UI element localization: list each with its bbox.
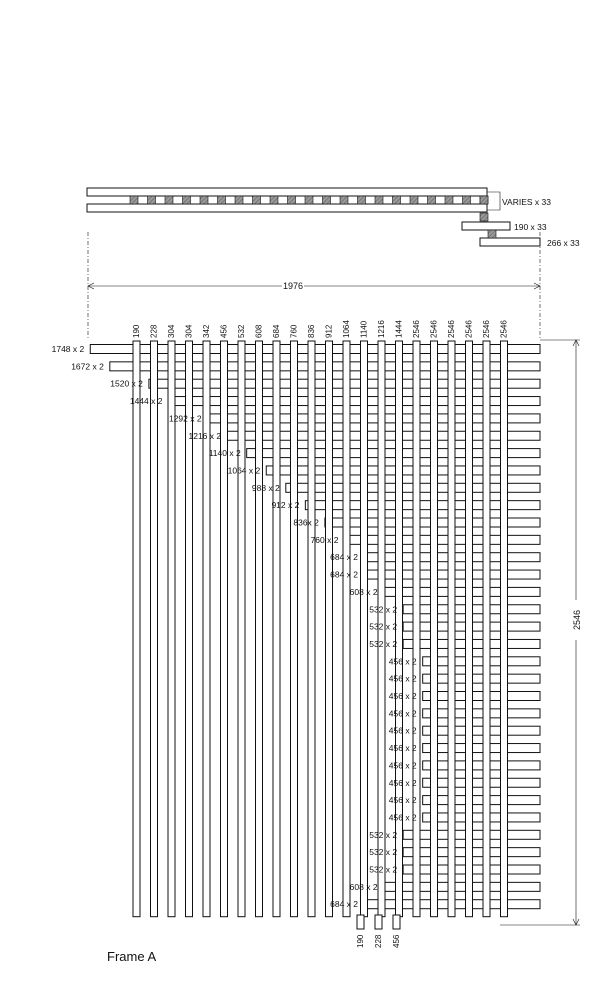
bottom-member (357, 915, 364, 929)
column-labels-top (132, 320, 509, 338)
row-label: 532 x 2 (369, 864, 398, 875)
top-spacer-block (358, 196, 366, 204)
column-label-top: 342 (202, 324, 211, 338)
row-label: 456 x 2 (388, 656, 417, 667)
row-label: 532 x 2 (369, 638, 398, 649)
row-label: 1064 x 2 (227, 465, 261, 476)
row-label: 456 x 2 (388, 708, 417, 719)
bottom-member (393, 915, 400, 929)
top-spacer-block (480, 196, 488, 204)
row-label: 456 x 2 (388, 673, 417, 684)
row-bar (423, 761, 540, 770)
height-dim-label: 2546 (572, 609, 582, 631)
vertical-member (413, 341, 420, 917)
row-label: 532 x 2 (369, 847, 398, 858)
row-bar (344, 535, 540, 544)
row-bar (423, 692, 540, 701)
column-label-top: 1064 (342, 320, 351, 338)
row-label: 684 x 2 (330, 552, 359, 563)
vertical-member (448, 341, 455, 917)
vertical-member (343, 341, 350, 917)
top-spacer-blocks (130, 196, 488, 204)
vertical-member (203, 341, 210, 917)
row-label: 684 x 2 (330, 569, 359, 580)
top-spacer-block (288, 196, 296, 204)
row-label: 1216 x 2 (188, 430, 222, 441)
vertical-member (291, 341, 298, 917)
column-label-top: 2546 (429, 320, 439, 338)
row-bar (423, 674, 540, 683)
vertical-member (238, 341, 245, 917)
step-label-190: 190 x 33 (514, 222, 547, 232)
row-label: 1140 x 2 (208, 448, 241, 459)
column-label-top: 532 (237, 324, 246, 338)
row-label: 760 x 2 (310, 534, 339, 545)
step-block-266 (488, 230, 496, 238)
row-label: 456 x 2 (388, 777, 417, 788)
row-label: 1520 x 2 (110, 378, 143, 389)
row-label: 532 x 2 (369, 829, 398, 840)
column-label-bottom: 456 (392, 934, 401, 948)
column-labels-bottom (356, 915, 401, 948)
row-label: 1444 x 2 (129, 396, 163, 407)
top-beam-lower (87, 204, 487, 212)
row-label: 1672 x 2 (71, 361, 104, 372)
top-spacer-block (235, 196, 243, 204)
row-bar (423, 657, 540, 666)
row-bar (423, 709, 540, 718)
row-bar (423, 813, 540, 822)
row-label: 456 x 2 (388, 743, 417, 754)
vertical-member (256, 341, 263, 917)
top-spacer-block (270, 196, 278, 204)
row-label: 456 x 2 (388, 760, 417, 771)
top-spacer-block (148, 196, 156, 204)
column-label-bottom: 228 (374, 934, 383, 948)
row-label: 608 x 2 (349, 881, 378, 892)
column-label-top: 608 (254, 324, 264, 338)
column-label-top: 228 (149, 324, 159, 338)
vertical-member (326, 341, 333, 917)
top-spacer-block (305, 196, 313, 204)
column-label-top: 456 (219, 324, 229, 338)
row-label: 608 x 2 (349, 586, 378, 597)
vertical-member (221, 341, 228, 917)
bottom-member (375, 915, 382, 929)
column-label-top: 2546 (447, 320, 456, 338)
top-spacer-block (200, 196, 208, 204)
top-spacer-block (165, 196, 173, 204)
row-label: 456 x 2 (388, 812, 417, 823)
vertical-member (168, 341, 175, 917)
row-label: 532 x 2 (369, 621, 398, 632)
row-label: 988 x 2 (251, 482, 280, 493)
frame-caption: Frame A (107, 949, 157, 964)
row-bar (423, 744, 540, 753)
top-spacer-block (393, 196, 401, 204)
step-piece-190 (462, 222, 510, 230)
column-label-top: 2546 (412, 320, 421, 338)
vertical-member (273, 341, 280, 917)
column-label-top: 2546 (482, 320, 491, 338)
varies-bracket (487, 192, 500, 210)
vertical-member (466, 341, 473, 917)
column-label-top: 684 (272, 324, 281, 338)
top-spacer-block (463, 196, 471, 204)
column-label-top: 304 (184, 324, 194, 338)
step-block-190 (480, 213, 488, 221)
row-label: 532 x 2 (369, 604, 398, 615)
column-label-top: 1216 (377, 320, 386, 338)
vertical-member (186, 341, 193, 917)
column-label-top: 1140 (359, 320, 369, 338)
vertical-member (501, 341, 508, 917)
row-label: 1748 x 2 (51, 344, 85, 354)
column-label-top: 760 (289, 324, 299, 338)
top-spacer-block (183, 196, 191, 204)
varies-label: VARIES x 33 (502, 197, 551, 207)
row-label: 836x 2 (293, 517, 319, 528)
vertical-member (133, 341, 140, 917)
vertical-member (431, 341, 438, 917)
column-label-top: 2546 (499, 320, 509, 338)
column-label-top: 912 (324, 324, 334, 338)
row-label: 456 x 2 (388, 795, 417, 806)
vertical-member (151, 341, 158, 917)
row-bar (423, 778, 540, 787)
top-beam-upper (87, 188, 487, 196)
row-label: 912 x 2 (271, 500, 300, 511)
row-label: 456 x 2 (388, 691, 417, 701)
step-piece-266 (480, 238, 540, 246)
column-label-top: 836 (307, 324, 316, 338)
top-spacer-block (428, 196, 436, 204)
top-assembly (87, 188, 580, 248)
vertical-member (483, 341, 490, 917)
top-spacer-block (253, 196, 261, 204)
top-spacer-block (323, 196, 331, 204)
top-spacer-block (375, 196, 383, 204)
column-label-top: 2546 (464, 320, 474, 338)
width-dim-label: 1976 (282, 281, 304, 291)
row-label: 456 x 2 (388, 725, 417, 736)
top-spacer-block (340, 196, 348, 204)
row-bar (423, 726, 540, 735)
step-label-266: 266 x 33 (547, 238, 580, 248)
top-spacer-block (445, 196, 453, 204)
row-bar (266, 466, 540, 475)
column-label-bottom: 190 (356, 934, 365, 948)
column-label-top: 304 (167, 324, 176, 338)
vertical-member (361, 341, 368, 917)
column-label-top: 190 (132, 324, 141, 338)
top-spacer-block (410, 196, 418, 204)
row-bar (384, 587, 540, 596)
top-spacer-block (218, 196, 226, 204)
row-label: 1292 x 2 (168, 413, 202, 424)
vertical-member (308, 341, 315, 917)
vertical-members (133, 341, 508, 917)
row-bar (423, 796, 540, 805)
row-label: 684 x 2 (330, 899, 359, 910)
column-label-top: 1444 (394, 320, 404, 338)
row-bar (384, 882, 540, 891)
top-spacer-block (130, 196, 138, 204)
